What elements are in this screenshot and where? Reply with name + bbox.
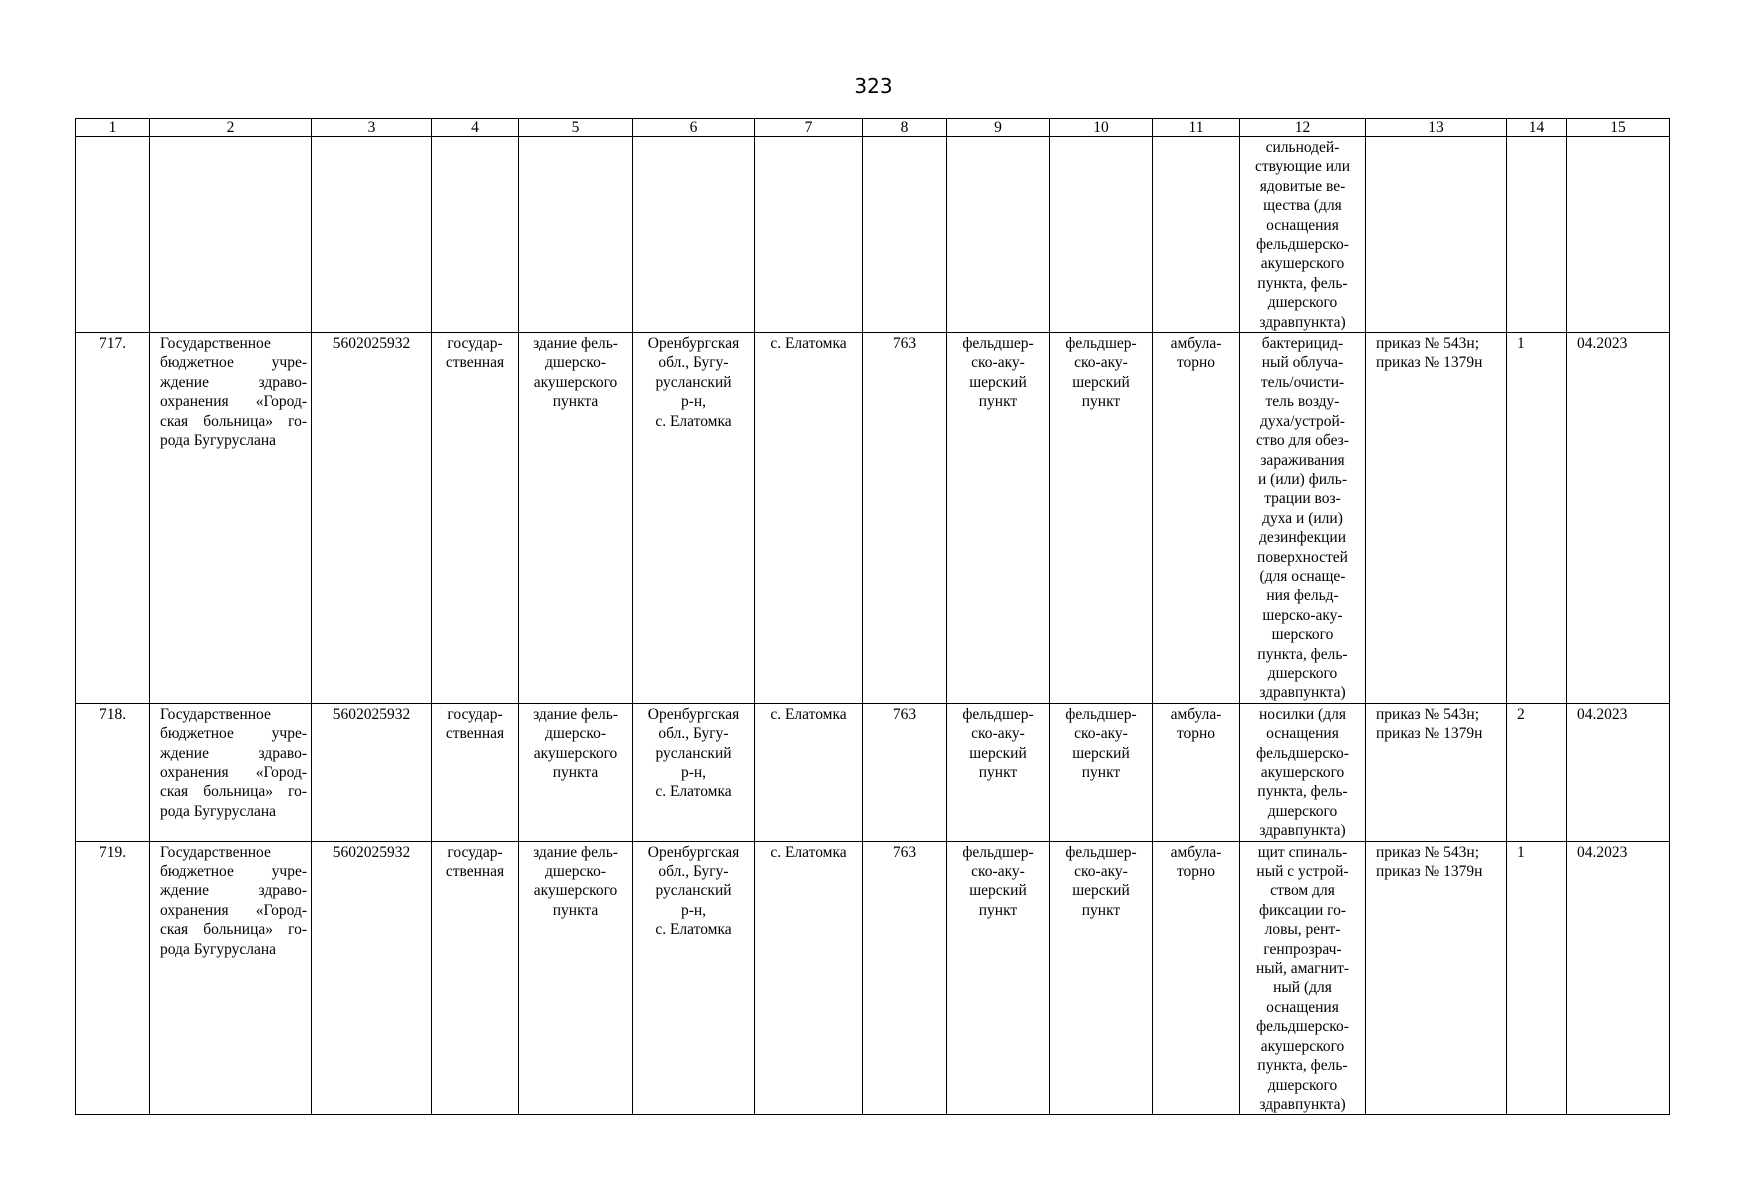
- cell-col-12: [1240, 703, 1366, 841]
- cell-col-2: [150, 137, 312, 333]
- cell-line: фельдшерско-: [1256, 236, 1349, 254]
- cell-col-1: 719.: [76, 841, 150, 1115]
- cell-line: ный облуча-: [1261, 354, 1344, 372]
- cell-col-4: [432, 333, 519, 704]
- cell-line: ловы, рент-: [1264, 921, 1341, 939]
- cell-line: бюджетное учре-: [160, 354, 307, 372]
- cell-col-13: [1366, 333, 1507, 704]
- column-header-6: 6: [633, 119, 755, 137]
- cell-line: ско-аку-: [971, 725, 1025, 743]
- column-header-5: 5: [519, 119, 633, 137]
- cell-line: р-н,: [680, 764, 707, 781]
- cell-col-7: с. Елатомка: [755, 703, 863, 841]
- cell-line: шерско-аку-: [1262, 606, 1343, 624]
- table-row: [76, 333, 1670, 704]
- cell-col-9: [947, 703, 1050, 841]
- cell-line: Оренбургская: [647, 705, 740, 723]
- cell-line: обл., Бугу-: [658, 725, 729, 743]
- cell-line: фиксации го-: [1258, 901, 1347, 919]
- cell-line: пункта, фель-: [1257, 645, 1348, 663]
- cell-line: ный (для: [1273, 979, 1332, 997]
- cell-line: ждение здраво-: [160, 373, 307, 391]
- cell-line: охранения «Город-: [160, 901, 307, 919]
- cell-line: Оренбургская: [647, 335, 740, 353]
- cell-line: ственная: [445, 354, 505, 372]
- cell-line: фельдшерско-: [1256, 744, 1349, 762]
- cell-line: акушерского: [533, 373, 618, 391]
- cell-col-15: 04.2023: [1567, 333, 1670, 704]
- cell-line: ждение здраво-: [160, 882, 307, 900]
- page-number: 323: [854, 74, 893, 98]
- cell-col-6: [633, 137, 755, 333]
- cell-line: приказ № 1379н: [1376, 354, 1483, 372]
- cell-line: фельдшер-: [1065, 705, 1137, 723]
- cell-line: здание фель-: [533, 335, 618, 353]
- cell-col-1: 717.: [76, 333, 150, 704]
- cell-line: дшерского: [1267, 802, 1338, 820]
- cell-line: зараживания: [1260, 451, 1345, 469]
- cell-col-4: [432, 703, 519, 841]
- cell-line: приказ № 543н;: [1376, 335, 1480, 353]
- cell-col-5: [519, 333, 633, 704]
- cell-line: ская больница» го-: [160, 921, 307, 939]
- cell-col-8: 763: [863, 841, 947, 1115]
- cell-col-12: [1240, 333, 1366, 704]
- cell-line: торно: [1176, 354, 1216, 372]
- cell-line: ждение здраво-: [160, 744, 307, 762]
- cell-line: ство для обез-: [1256, 432, 1349, 450]
- cell-line: бюджетное учре-: [160, 863, 307, 881]
- cell-col-3: [312, 137, 432, 333]
- cell-line: пункта, фель-: [1257, 783, 1348, 801]
- table-row: [76, 841, 1670, 1115]
- cell-line: пункт: [978, 393, 1018, 411]
- cell-line: с. Елатомка: [655, 921, 732, 939]
- cell-line: здание фель-: [533, 843, 618, 861]
- cell-line: носилки (для: [1259, 705, 1346, 723]
- cell-line: р-н,: [680, 393, 707, 411]
- cell-line: пункт: [1081, 393, 1121, 411]
- cell-line: ный с устрой-: [1256, 863, 1349, 881]
- table-row: [76, 703, 1670, 841]
- cell-line: шерский: [1072, 373, 1130, 391]
- cell-line: поверхностей: [1257, 548, 1348, 566]
- cell-line: шерский: [1072, 882, 1130, 900]
- cell-line: шерский: [969, 882, 1027, 900]
- cell-col-1: 718.: [76, 703, 150, 841]
- cell-line: фельдшерско-: [1256, 1018, 1349, 1036]
- cell-line: с. Елатомка: [655, 783, 732, 801]
- cell-line: шерского: [1271, 626, 1334, 644]
- cell-col-4: [432, 137, 519, 333]
- cell-line: с. Елатомка: [655, 412, 732, 430]
- cell-line: русланский: [655, 373, 732, 391]
- cell-line: тель возду-: [1265, 393, 1340, 411]
- cell-line: оснащения: [1266, 725, 1339, 743]
- cell-line: акушерского: [1260, 764, 1345, 781]
- cell-col-10: [1050, 137, 1153, 333]
- cell-line: и (или) филь-: [1258, 470, 1347, 488]
- cell-col-2: [150, 841, 312, 1115]
- cell-line: трации воз-: [1264, 490, 1341, 508]
- cell-col-9: [947, 841, 1050, 1115]
- cell-line: ская больница» го-: [160, 783, 307, 801]
- cell-line: дезинфекции: [1258, 529, 1346, 547]
- cell-line: ско-аку-: [1074, 863, 1128, 881]
- cell-line: дшерского: [1267, 294, 1338, 312]
- cell-line: ская больница» го-: [160, 412, 307, 430]
- cell-line: приказ № 1379н: [1376, 863, 1483, 881]
- cell-line: русланский: [655, 744, 732, 762]
- cell-line: бюджетное учре-: [160, 725, 307, 743]
- cell-line: обл., Бугу-: [658, 863, 729, 881]
- cell-col-2: [150, 703, 312, 841]
- cell-line: пункта: [552, 393, 599, 411]
- cell-line: пункта, фель-: [1257, 274, 1348, 292]
- cell-col-5: [519, 137, 633, 333]
- cell-line: пункт: [978, 901, 1018, 919]
- cell-line: тель/очисти-: [1260, 373, 1345, 391]
- cell-line: дшерского: [1267, 1076, 1338, 1094]
- cell-col-14: 1: [1507, 841, 1567, 1115]
- cell-line: щит спиналь-: [1257, 843, 1348, 861]
- cell-line: (для оснаще-: [1259, 567, 1346, 585]
- cell-col-7: [755, 137, 863, 333]
- cell-col-3: 5602025932: [312, 841, 432, 1115]
- cell-col-7: с. Елатомка: [755, 333, 863, 704]
- cell-line: ско-аку-: [1074, 725, 1128, 743]
- column-header-12: 12: [1240, 119, 1366, 137]
- column-header-11: 11: [1153, 119, 1240, 137]
- cell-line: торно: [1176, 863, 1216, 881]
- cell-line: духа/устрой-: [1260, 412, 1345, 430]
- cell-col-14: 2: [1507, 703, 1567, 841]
- cell-col-13: [1366, 703, 1507, 841]
- cell-line: ственная: [445, 863, 505, 881]
- cell-col-8: [863, 137, 947, 333]
- continuation-row: [76, 137, 1670, 333]
- cell-line: здравпункта): [1259, 1095, 1346, 1113]
- cell-line: бактерицид-: [1261, 335, 1344, 353]
- cell-col-14: 1: [1507, 333, 1567, 704]
- cell-col-15: [1567, 137, 1670, 333]
- cell-line: здравпункта): [1259, 822, 1346, 840]
- cell-line: щества (для: [1263, 197, 1342, 215]
- cell-line: рода Бугуруслана: [160, 432, 277, 450]
- cell-line: государ-: [447, 843, 503, 861]
- cell-col-8: 763: [863, 703, 947, 841]
- cell-line: ственная: [445, 725, 505, 743]
- cell-col-5: [519, 703, 633, 841]
- cell-line: государ-: [447, 705, 503, 723]
- cell-line: ско-аку-: [971, 863, 1025, 881]
- cell-col-1: [76, 137, 150, 333]
- cell-col-9: [947, 137, 1050, 333]
- cell-col-12: [1240, 841, 1366, 1115]
- cell-line: Оренбургская: [647, 843, 740, 861]
- cell-line: шерский: [1072, 744, 1130, 762]
- cell-line: Государственное: [160, 705, 271, 723]
- cell-line: здание фель-: [533, 705, 618, 723]
- cell-line: амбула-: [1170, 335, 1222, 353]
- cell-line: акушерского: [1260, 255, 1345, 273]
- cell-line: оснащения: [1266, 998, 1339, 1016]
- cell-col-15: 04.2023: [1567, 703, 1670, 841]
- cell-col-8: 763: [863, 333, 947, 704]
- cell-line: рода Бугуруслана: [160, 802, 277, 820]
- cell-col-12: [1240, 137, 1366, 333]
- cell-line: дшерско-: [545, 354, 606, 372]
- cell-line: русланский: [655, 882, 732, 900]
- cell-line: ядовитые ве-: [1259, 177, 1346, 195]
- cell-line: духа и (или): [1262, 509, 1343, 527]
- column-header-8: 8: [863, 119, 947, 137]
- cell-line: пункта: [552, 764, 599, 781]
- cell-col-4: [432, 841, 519, 1115]
- cell-col-11: [1153, 137, 1240, 333]
- cell-line: пункт: [1081, 764, 1121, 781]
- cell-line: приказ № 543н;: [1376, 705, 1480, 723]
- cell-col-10: [1050, 841, 1153, 1115]
- cell-line: торно: [1176, 725, 1216, 743]
- cell-line: оснащения: [1266, 216, 1339, 234]
- cell-line: здравпункта): [1259, 684, 1346, 702]
- cell-col-10: [1050, 333, 1153, 704]
- cell-line: пункта: [552, 901, 599, 919]
- column-header-14: 14: [1507, 119, 1567, 137]
- cell-line: дшерско-: [545, 725, 606, 743]
- cell-line: ско-аку-: [1074, 354, 1128, 372]
- cell-line: сильнодей-: [1265, 139, 1340, 156]
- cell-col-11: [1153, 333, 1240, 704]
- cell-line: фельдшер-: [1065, 843, 1137, 861]
- cell-line: охранения «Город-: [160, 393, 307, 411]
- cell-line: акушерского: [1260, 1037, 1345, 1055]
- cell-line: ный, амагнит-: [1255, 960, 1350, 978]
- cell-line: пункт: [1081, 901, 1121, 919]
- column-header-1: 1: [76, 119, 150, 137]
- cell-line: фельдшер-: [962, 705, 1034, 723]
- cell-line: акушерского: [533, 882, 618, 900]
- cell-line: шерский: [969, 373, 1027, 391]
- cell-line: акушерского: [533, 744, 618, 762]
- cell-line: дшерско-: [545, 863, 606, 881]
- cell-line: ством для: [1270, 882, 1335, 900]
- cell-col-6: [633, 841, 755, 1115]
- column-header-7: 7: [755, 119, 863, 137]
- cell-line: фельдшер-: [1065, 335, 1137, 353]
- header-row: [76, 119, 1670, 137]
- cell-col-9: [947, 333, 1050, 704]
- cell-line: дшерского: [1267, 664, 1338, 682]
- cell-col-2: [150, 333, 312, 704]
- cell-col-11: [1153, 841, 1240, 1115]
- cell-line: Государственное: [160, 843, 271, 861]
- registry-table: [75, 118, 1670, 1115]
- column-header-9: 9: [947, 119, 1050, 137]
- column-header-15: 15: [1567, 119, 1670, 137]
- cell-line: приказ № 1379н: [1376, 725, 1483, 743]
- cell-col-13: [1366, 841, 1507, 1115]
- cell-col-10: [1050, 703, 1153, 841]
- column-header-4: 4: [432, 119, 519, 137]
- cell-line: ния фельд-: [1266, 587, 1339, 605]
- cell-line: здравпункта): [1259, 313, 1346, 331]
- cell-col-15: 04.2023: [1567, 841, 1670, 1115]
- cell-line: фельдшер-: [962, 335, 1034, 353]
- cell-line: фельдшер-: [962, 843, 1034, 861]
- cell-line: государ-: [447, 335, 503, 353]
- cell-line: приказ № 543н;: [1376, 843, 1480, 861]
- column-header-3: 3: [312, 119, 432, 137]
- cell-col-14: [1507, 137, 1567, 333]
- cell-line: пункта, фель-: [1257, 1057, 1348, 1075]
- column-header-13: 13: [1366, 119, 1507, 137]
- cell-line: амбула-: [1170, 843, 1222, 861]
- cell-col-6: [633, 703, 755, 841]
- cell-col-3: 5602025932: [312, 703, 432, 841]
- column-header-10: 10: [1050, 119, 1153, 137]
- cell-col-3: 5602025932: [312, 333, 432, 704]
- cell-line: ско-аку-: [971, 354, 1025, 372]
- cell-col-7: с. Елатомка: [755, 841, 863, 1115]
- cell-line: охранения «Город-: [160, 764, 307, 781]
- cell-col-13: [1366, 137, 1507, 333]
- cell-col-6: [633, 333, 755, 704]
- cell-line: пункт: [978, 764, 1018, 781]
- column-header-2: 2: [150, 119, 312, 137]
- cell-line: генпрозрач-: [1263, 940, 1342, 958]
- cell-line: амбула-: [1170, 705, 1222, 723]
- cell-line: рода Бугуруслана: [160, 940, 277, 958]
- cell-line: ствующие или: [1254, 158, 1351, 176]
- cell-col-11: [1153, 703, 1240, 841]
- cell-line: шерский: [969, 744, 1027, 762]
- cell-line: Государственное: [160, 335, 271, 353]
- cell-line: р-н,: [680, 901, 707, 919]
- cell-line: обл., Бугу-: [658, 354, 729, 372]
- cell-col-5: [519, 841, 633, 1115]
